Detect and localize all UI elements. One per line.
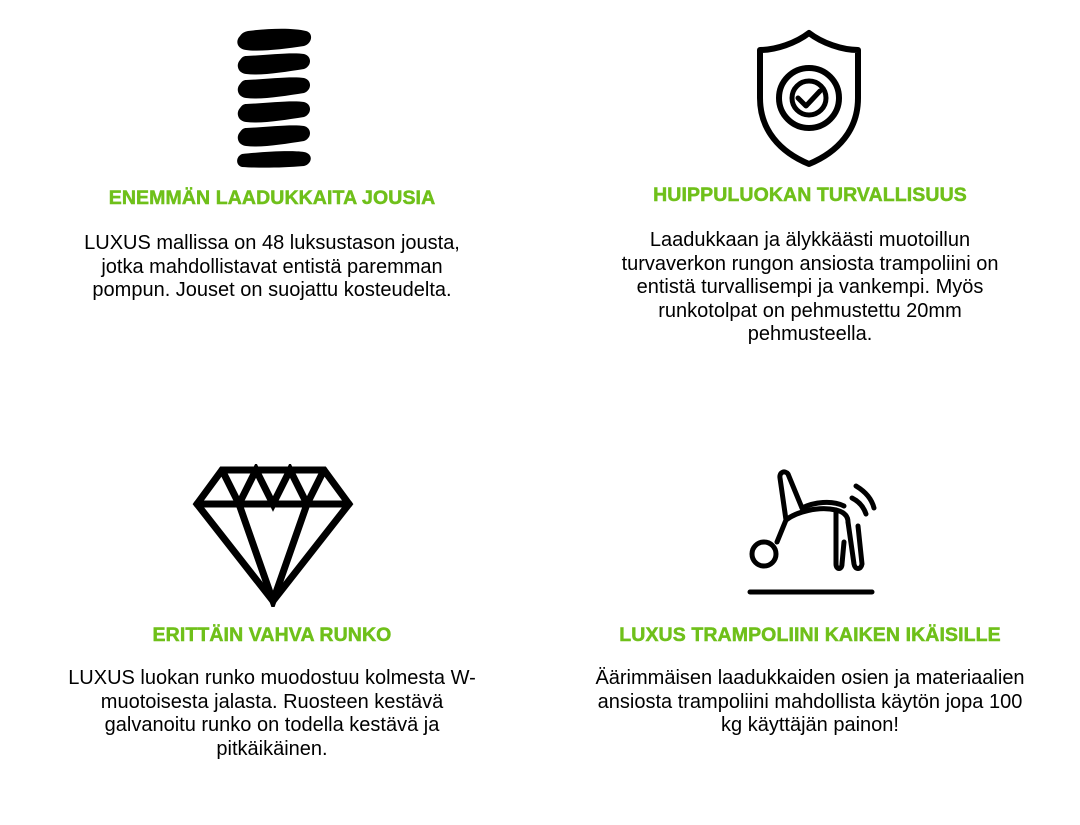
- feature-description: LUXUS luokan runko muodostuu kolmesta W-muotoisesta jalasta. Ruosteen kestävä galvanoitu runko on todella kestävä ja pitkäikäinen.: [68, 667, 476, 760]
- feature-frame: [42, 420, 502, 820]
- feature-description: Äärimmäisen laadukkaiden osien ja materiaalien ansiosta trampoliini mahdollista käytön jopa 100 kg käyttäjän painon!: [595, 667, 1025, 736]
- shield-check-icon: [754, 28, 864, 170]
- feature-safety: [580, 0, 1040, 400]
- feature-springs: [42, 0, 502, 400]
- spring-icon: [232, 28, 314, 168]
- feature-description: Laadukkaan ja älykkäästi muotoillun turvaverkon rungon ansiosta trampoliini on entistä turvallisempi ja vankempi. Myös runkotolpat on pehmustettu 20mm pehmusteella.: [621, 229, 999, 345]
- feature-title: HUIPPULUOKAN TURVALLISUUS: [653, 184, 967, 206]
- feature-title: ENEMMÄN LAADUKKAITA JOUSIA: [108, 187, 436, 209]
- feature-description: LUXUS mallissa on 48 luksustason jousta, jotka mahdollistavat entistä paremman pompun. Jouset on suojattu kosteudelta.: [84, 232, 460, 301]
- feature-title: ERITTÄIN VAHVA RUNKO: [152, 624, 392, 646]
- kid-jumping-icon: [744, 464, 878, 596]
- feature-all-ages: [580, 420, 1040, 820]
- feature-title: LUXUS TRAMPOLIINI KAIKEN IKÄISILLE: [619, 624, 1001, 646]
- diamond-icon: [192, 464, 354, 607]
